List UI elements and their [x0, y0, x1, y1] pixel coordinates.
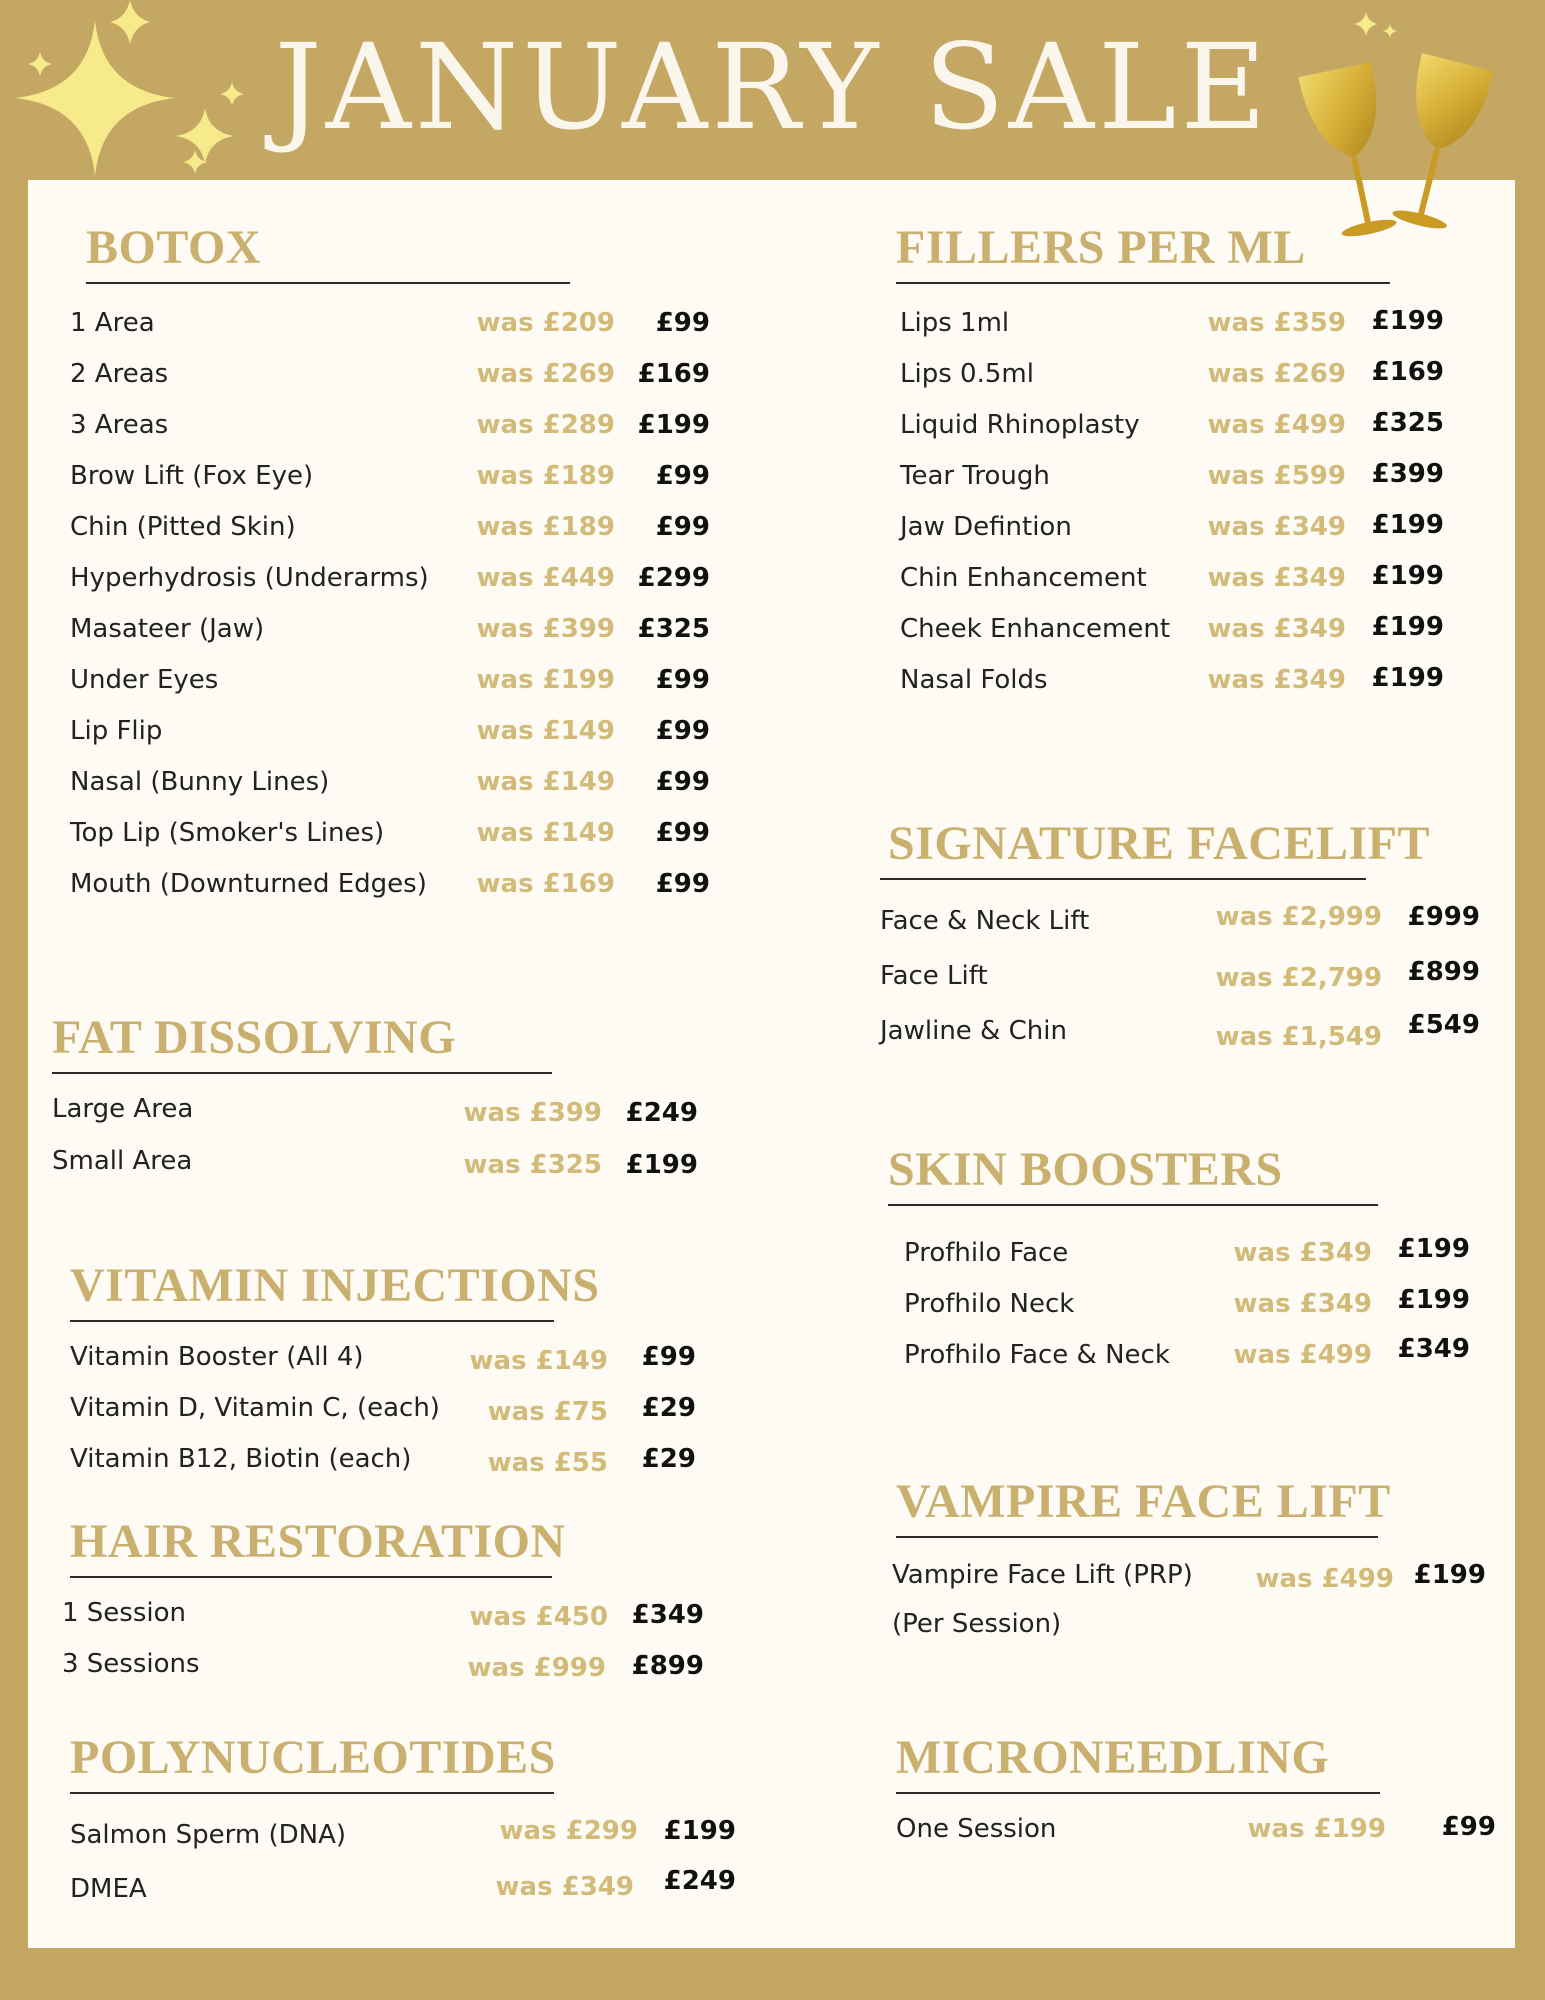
treatment-name: Jaw Defintion: [900, 512, 1072, 542]
sale-price: £199: [1371, 612, 1444, 642]
sale-price: £29: [641, 1393, 696, 1423]
section-vitamin-injections: [70, 1258, 696, 1495]
treatment-name: Lip Flip: [70, 716, 163, 746]
list-item: [70, 665, 710, 716]
was-price: was £269: [1207, 359, 1346, 389]
was-price: was £2,999: [1215, 902, 1382, 932]
list-item: [900, 410, 1444, 461]
list-item: [880, 957, 1480, 1016]
sale-price: £399: [1371, 459, 1444, 489]
was-price: was £499: [1255, 1564, 1394, 1594]
treatment-name: 3 Sessions: [62, 1649, 200, 1679]
sale-price: £199: [1371, 561, 1444, 591]
was-price: was £999: [467, 1653, 606, 1683]
section-microneedling: [896, 1730, 1496, 1865]
section-heading: MICRONEEDLING: [896, 1731, 1330, 1784]
price-list: [896, 1814, 1496, 1865]
sale-price: £29: [641, 1444, 696, 1474]
sale-price: £99: [655, 308, 710, 338]
section-hair-restoration: [62, 1514, 712, 1700]
section-heading: VAMPIRE FACE LIFT: [896, 1475, 1391, 1528]
was-price: was £349: [1207, 614, 1346, 644]
was-price: was £149: [476, 818, 615, 848]
sale-price: £99: [655, 869, 710, 899]
sale-price: £99: [655, 512, 710, 542]
was-price: was £169: [476, 869, 615, 899]
sale-price: £349: [1397, 1334, 1470, 1364]
was-price: was £75: [487, 1397, 608, 1427]
was-price: was £349: [1233, 1238, 1372, 1268]
treatment-name: Jawline & Chin: [880, 1016, 1067, 1046]
was-price: was £289: [476, 410, 615, 440]
sale-price: £999: [1407, 902, 1480, 932]
section-fillers: [896, 220, 1476, 716]
treatment-name: 1 Area: [70, 308, 155, 338]
was-price: was £1,549: [1215, 1022, 1382, 1052]
sale-price: £99: [641, 1342, 696, 1372]
was-price: was £149: [476, 767, 615, 797]
treatment-name: Hyperhydrosis (Underarms): [70, 563, 429, 593]
was-price: was £399: [463, 1098, 602, 1128]
sale-price: £99: [655, 716, 710, 746]
heading-divider: [86, 282, 570, 284]
sale-price: £249: [625, 1098, 698, 1128]
was-price: was £449: [476, 563, 615, 593]
treatment-name: Large Area: [52, 1094, 194, 1124]
list-item: [896, 1814, 1496, 1865]
treatment-name: 2 Areas: [70, 359, 169, 389]
price-list: [62, 1598, 704, 1700]
list-item: [70, 1816, 736, 1874]
sale-price: £349: [631, 1600, 704, 1630]
price-list: [892, 1560, 1486, 1611]
treatment-name: Top Lip (Smoker's Lines): [70, 818, 385, 848]
section-heading: VITAMIN INJECTIONS: [70, 1259, 600, 1312]
sale-price: £299: [637, 563, 710, 593]
price-sheet: [28, 180, 1515, 1948]
list-item: [70, 410, 710, 461]
list-item: [900, 563, 1444, 614]
treatment-name: DMEA: [70, 1874, 147, 1904]
heading-divider: [70, 1576, 552, 1578]
section-heading: HAIR RESTORATION: [70, 1515, 566, 1568]
heading-divider: [896, 282, 1390, 284]
was-price: was £149: [469, 1346, 608, 1376]
was-price: was £359: [1207, 308, 1346, 338]
treatment-name: Vampire Face Lift (PRP): [892, 1560, 1193, 1590]
heading-divider: [70, 1320, 554, 1322]
was-price: was £189: [476, 512, 615, 542]
was-price: was £269: [476, 359, 615, 389]
price-list: [904, 1234, 1470, 1391]
treatment-name: One Session: [896, 1814, 1057, 1844]
section-heading: BOTOX: [86, 221, 261, 274]
heading-divider: [880, 878, 1366, 880]
session-note: (Per Session): [892, 1609, 1062, 1639]
list-item: [900, 308, 1444, 359]
list-item: [70, 1342, 696, 1393]
treatment-name: Tear Trough: [900, 461, 1050, 491]
page-title: JANUARY SALE: [274, 18, 1271, 156]
treatment-name: Vitamin Booster (All 4): [70, 1342, 364, 1372]
price-list: [52, 1094, 698, 1198]
sale-price: £199: [663, 1816, 736, 1846]
treatment-name: Profhilo Neck: [904, 1289, 1075, 1319]
list-item: [904, 1334, 1470, 1391]
was-price: was £499: [1207, 410, 1346, 440]
list-item: [70, 1866, 736, 1928]
list-item: [70, 308, 710, 359]
sale-price: £99: [655, 461, 710, 491]
sale-price: £325: [1371, 408, 1444, 438]
was-price: was £199: [476, 665, 615, 695]
section-heading: FILLERS PER ML: [896, 221, 1306, 274]
list-item: [70, 1444, 696, 1495]
treatment-name: Chin Enhancement: [900, 563, 1147, 593]
was-price: was £349: [1207, 512, 1346, 542]
sale-price: £99: [655, 818, 710, 848]
treatment-name: Nasal Folds: [900, 665, 1048, 695]
list-item: [880, 902, 1480, 961]
sale-price: £199: [625, 1150, 698, 1180]
heading-divider: [896, 1536, 1378, 1538]
treatment-name: Salmon Sperm (DNA): [70, 1820, 347, 1850]
sale-price: £199: [1413, 1560, 1486, 1590]
treatment-name: Brow Lift (Fox Eye): [70, 461, 314, 491]
section-vampire-face-lift: [892, 1474, 1496, 1639]
was-price: was £209: [476, 308, 615, 338]
sale-price: £99: [655, 665, 710, 695]
was-price: was £189: [476, 461, 615, 491]
list-item: [70, 512, 710, 563]
treatment-name: Small Area: [52, 1146, 193, 1176]
sale-price: £169: [637, 359, 710, 389]
list-item: [70, 359, 710, 410]
treatment-name: Chin (Pitted Skin): [70, 512, 296, 542]
list-item: [892, 1560, 1486, 1611]
list-item: [52, 1094, 698, 1146]
treatment-name: 1 Session: [62, 1598, 187, 1628]
list-item: [70, 767, 710, 818]
sale-price: £549: [1407, 1010, 1480, 1040]
list-item: [70, 818, 710, 869]
was-price: was £299: [499, 1816, 638, 1846]
list-item: [900, 359, 1444, 410]
heading-divider: [70, 1792, 554, 1794]
sale-price: £99: [1441, 1812, 1496, 1842]
list-item: [900, 614, 1444, 665]
was-price: was £599: [1207, 461, 1346, 491]
list-item: [62, 1649, 704, 1700]
section-botox: [70, 220, 726, 920]
heading-divider: [888, 1204, 1378, 1206]
section-heading: FAT DISSOLVING: [52, 1011, 457, 1064]
list-item: [70, 1393, 696, 1444]
sale-price: £199: [637, 410, 710, 440]
was-price: was £2,799: [1215, 963, 1382, 993]
treatment-name: Masateer (Jaw): [70, 614, 265, 644]
price-list: [880, 902, 1480, 1071]
treatment-name: Liquid Rhinoplasty: [900, 410, 1140, 440]
section-heading: SIGNATURE FACELIFT: [888, 817, 1430, 870]
was-price: was £325: [463, 1150, 602, 1180]
treatment-name: Profhilo Face: [904, 1238, 1069, 1268]
list-item: [70, 869, 710, 920]
section-fat-dissolving: [52, 1010, 698, 1198]
section-heading: SKIN BOOSTERS: [888, 1143, 1283, 1196]
price-list: [900, 308, 1444, 716]
treatment-name: Face Lift: [880, 961, 988, 991]
sale-price: £899: [1407, 957, 1480, 987]
treatment-name: Under Eyes: [70, 665, 219, 695]
list-item: [52, 1146, 698, 1198]
section-skin-boosters: [888, 1142, 1488, 1391]
list-item: [70, 461, 710, 512]
list-item: [70, 716, 710, 767]
section-heading: POLYNUCLEOTIDES: [70, 1731, 556, 1784]
was-price: was £349: [495, 1872, 634, 1902]
list-item: [900, 461, 1444, 512]
sale-price: £899: [631, 1651, 704, 1681]
treatment-name: Cheek Enhancement: [900, 614, 1171, 644]
heading-divider: [52, 1072, 552, 1074]
list-item: [70, 614, 710, 665]
was-price: was £55: [487, 1448, 608, 1478]
sale-price: £99: [655, 767, 710, 797]
treatment-name: Lips 1ml: [900, 308, 1010, 338]
section-polynucleotides: [70, 1730, 736, 1928]
treatment-name: 3 Areas: [70, 410, 169, 440]
was-price: was £349: [1207, 563, 1346, 593]
was-price: was £199: [1247, 1814, 1386, 1844]
section-signature-facelift: [880, 816, 1480, 1071]
sale-price: £199: [1397, 1285, 1470, 1315]
treatment-name: Lips 0.5ml: [900, 359, 1034, 389]
list-item: [900, 665, 1444, 716]
list-item: [70, 563, 710, 614]
sale-price: £325: [637, 614, 710, 644]
price-list: [70, 308, 710, 920]
sale-price: £169: [1371, 357, 1444, 387]
was-price: was £499: [1233, 1340, 1372, 1370]
champagne-glasses-icon: [1290, 8, 1500, 258]
sale-price: £199: [1371, 306, 1444, 336]
was-price: was £399: [476, 614, 615, 644]
sale-price: £199: [1371, 510, 1444, 540]
treatment-name: Profhilo Face & Neck: [904, 1340, 1170, 1370]
was-price: was £349: [1233, 1289, 1372, 1319]
treatment-name: Face & Neck Lift: [880, 906, 1090, 936]
sale-price: £249: [663, 1866, 736, 1896]
was-price: was £450: [469, 1602, 608, 1632]
heading-divider: [896, 1792, 1380, 1794]
sale-price: £199: [1371, 663, 1444, 693]
list-item: [904, 1234, 1470, 1289]
list-item: [62, 1598, 704, 1649]
list-item: [904, 1285, 1470, 1340]
sale-price: £199: [1397, 1234, 1470, 1264]
was-price: was £149: [476, 716, 615, 746]
list-item: [900, 512, 1444, 563]
treatment-name: Mouth (Downturned Edges): [70, 869, 427, 899]
treatment-name: Vitamin B12, Biotin (each): [70, 1444, 412, 1474]
price-list: [70, 1816, 736, 1928]
price-list: [70, 1342, 696, 1495]
treatment-name: Vitamin D, Vitamin C, (each): [70, 1393, 440, 1423]
treatment-name: Nasal (Bunny Lines): [70, 767, 330, 797]
list-item: [880, 1010, 1480, 1071]
was-price: was £349: [1207, 665, 1346, 695]
